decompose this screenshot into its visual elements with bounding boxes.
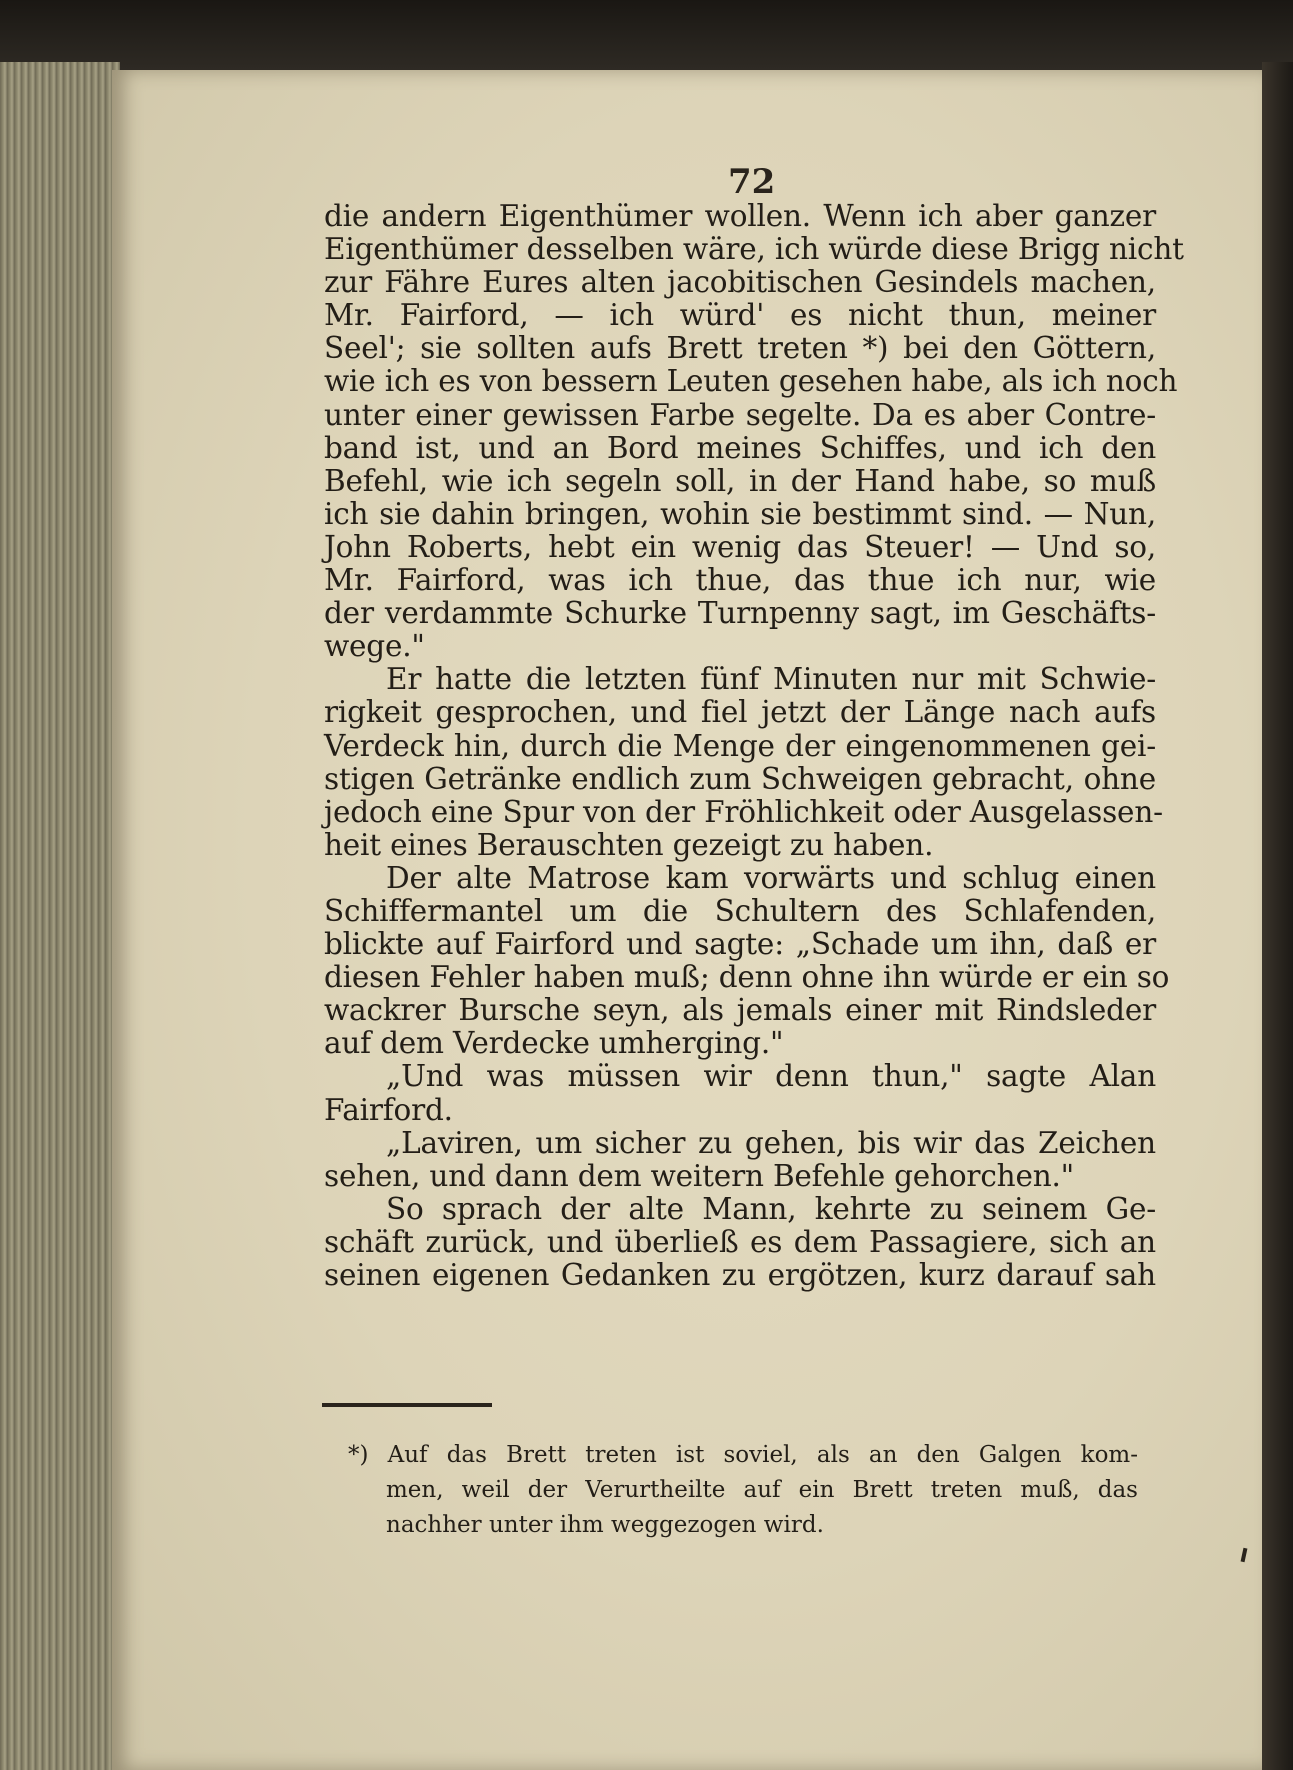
page-stack-edge xyxy=(0,62,120,1770)
text-line: auf dem Verdecke umherging." xyxy=(324,1026,784,1061)
book-right-edge xyxy=(1262,62,1293,1770)
text-line: „Und was müssen wir denn thun," sagte Alan xyxy=(386,1059,1156,1094)
text-line: Schiffermantel um die Schultern des Schlafenden, xyxy=(324,893,1156,928)
text-line: Der alte Matrose kam vorwärts und schlug einen xyxy=(386,860,1156,895)
book-top-edge xyxy=(0,0,1293,70)
text-line: sehen, und dann dem weitern Befehle gehorchen." xyxy=(324,1158,1075,1193)
text-line: seinen eigenen Gedanken zu ergötzen, kurz darauf sah xyxy=(324,1258,1156,1292)
text-line: heit eines Berauschten gezeigt zu haben. xyxy=(324,827,934,862)
text-line: band ist, und an Bord meines Schiffes, und ich den xyxy=(324,430,1156,465)
text-line: blickte auf Fairford und sagte: „Schade um ihn, daß er xyxy=(324,927,1156,962)
text-line: diesen Fehler haben muß; denn ohne ihn würde er ein so xyxy=(324,960,1170,995)
text-line: stigen Getränke endlich zum Schweigen gebracht, ohne xyxy=(324,761,1156,796)
text-line: „Laviren, um sicher zu gehen, bis wir das Zeichen xyxy=(386,1125,1156,1160)
text-line: ich sie dahin bringen, wohin sie bestimmt sind. — Nun, xyxy=(324,496,1156,531)
text-line: der verdammte Schurke Turnpenny sagt, im Geschäfts- xyxy=(324,596,1156,631)
text-line: Eigenthümer desselben wäre, ich würde diese Brigg nicht xyxy=(324,232,1184,267)
footnote-line: *) Auf das Brett treten ist soviel, als an den Galgen kom- xyxy=(348,1442,1138,1468)
footnote xyxy=(348,1438,1138,1543)
footnote-line: men, weil der Verurtheilte auf ein Brett treten muß, das xyxy=(386,1477,1138,1503)
footnote-divider xyxy=(322,1403,492,1407)
body-text xyxy=(324,199,1184,1292)
footnote-line: nachher unter ihm weggezogen wird. xyxy=(386,1512,824,1538)
text-line: rigkeit gesprochen, und fiel jetzt der Länge nach aufs xyxy=(324,695,1156,730)
text-line: Verdeck hin, durch die Menge der eingenommenen gei- xyxy=(324,728,1156,763)
text-line: So sprach der alte Mann, kehrte zu seinem Ge- xyxy=(386,1191,1156,1226)
text-line: wege." xyxy=(324,629,425,664)
text-line: Seel'; sie sollten aufs Brett treten *) bei den Göttern, xyxy=(324,331,1156,366)
text-line: Befehl, wie ich segeln soll, in der Hand habe, so muß xyxy=(324,463,1156,498)
text-line: schäft zurück, und überließ es dem Passagiere, sich an xyxy=(324,1224,1156,1259)
text-line: zur Fähre Eures alten jacobitischen Gesindels machen, xyxy=(324,265,1156,300)
text-line: wackrer Bursche seyn, als jemals einer mit Rindsleder xyxy=(324,993,1156,1028)
text-line: Er hatte die letzten fünf Minuten nur mit Schwie- xyxy=(386,662,1156,697)
text-line: Mr. Fairford, was ich thue, das thue ich nur, wie xyxy=(324,563,1156,598)
text-line: wie ich es von bessern Leuten gesehen habe, als ich noch xyxy=(324,364,1178,399)
text-line: unter einer gewissen Farbe segelte. Da es aber Contre- xyxy=(324,397,1156,432)
text-line: Mr. Fairford, — ich würd' es nicht thun, meiner xyxy=(324,298,1156,333)
text-line: jedoch eine Spur von der Fröhlichkeit oder Ausgelassen- xyxy=(324,794,1163,829)
text-line: John Roberts, hebt ein wenig das Steuer! — Und so, xyxy=(324,529,1156,564)
text-line: die andern Eigenthümer wollen. Wenn ich aber ganzer xyxy=(324,199,1156,233)
text-line: Fairford. xyxy=(324,1092,453,1127)
page-number: 72 xyxy=(728,162,776,202)
